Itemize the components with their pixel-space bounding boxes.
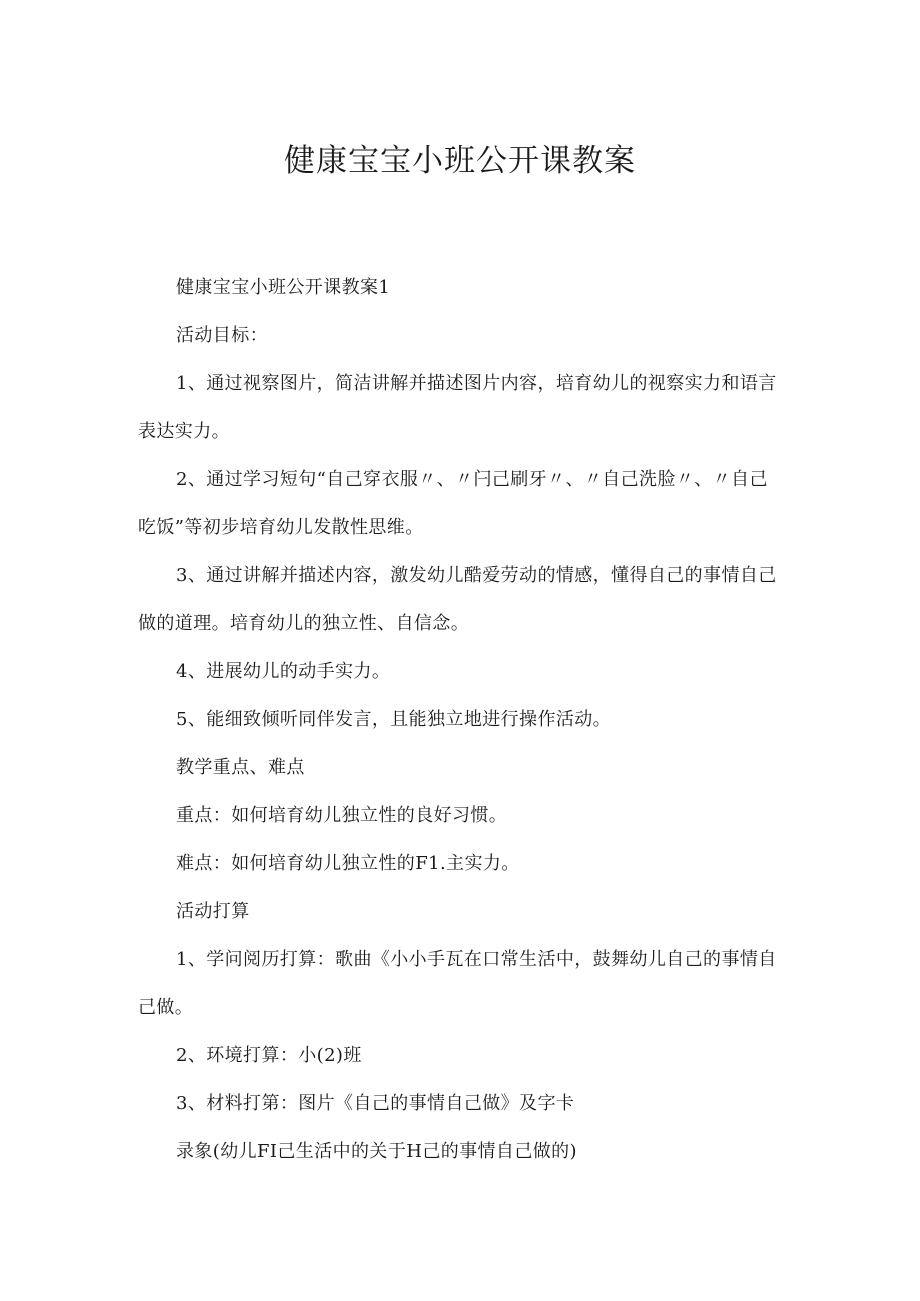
document-body [138, 264, 786, 1176]
goal-item-4: 4、进展幼儿的动手实力。 [176, 661, 391, 682]
heading-key-points: 教学重点、难点 [176, 757, 305, 778]
document-title: 健康宝宝小班公开课教案 [284, 143, 636, 179]
goal-item-5: 5、能细致倾听同伴发言，且能独立地进行操作活动。 [176, 709, 612, 730]
key-point: 重点：如何培育幼儿独立性的良好习惯。 [176, 805, 508, 826]
heading-activity-goals: 活动目标： [176, 325, 268, 346]
goal-item-2: 2、通过学习短句“自己穿衣服〃、〃闩己刷牙〃、〃自己洗脸〃、〃自己吃饭”等初步培育幼儿发散性思维。 [138, 469, 768, 538]
preparation-item-3: 3、材料打第：图片《自己的事情自己做》及字卡 [176, 1093, 575, 1114]
preparation-video: 录象(幼儿FI己生活中的关于H己的事情自己做的) [176, 1141, 577, 1162]
goal-item-1: 1、通过视察图片，简洁讲解并描述图片内容，培育幼儿的视察实力和语言表达实力。 [138, 373, 777, 442]
preparation-item-1: 1、学问阅历打算：歌曲《小小手瓦在口常生活中，鼓舞幼儿自己的事情自己做。 [138, 949, 777, 1018]
heading-activity-preparation: 活动打算 [176, 901, 250, 922]
difficult-point: 难点：如何培育幼儿独立性的F1.主实力。 [176, 853, 520, 874]
preparation-item-2: 2、环境打算：小(2)班 [176, 1045, 362, 1066]
goal-item-3: 3、通过讲解并描述内容，激发幼儿酷爱劳动的情感，懂得自己的事情自己做的道理。培育幼儿的独立性、自信念。 [138, 565, 777, 634]
section-heading-lesson-1: 健康宝宝小班公开课教案1 [176, 277, 391, 298]
